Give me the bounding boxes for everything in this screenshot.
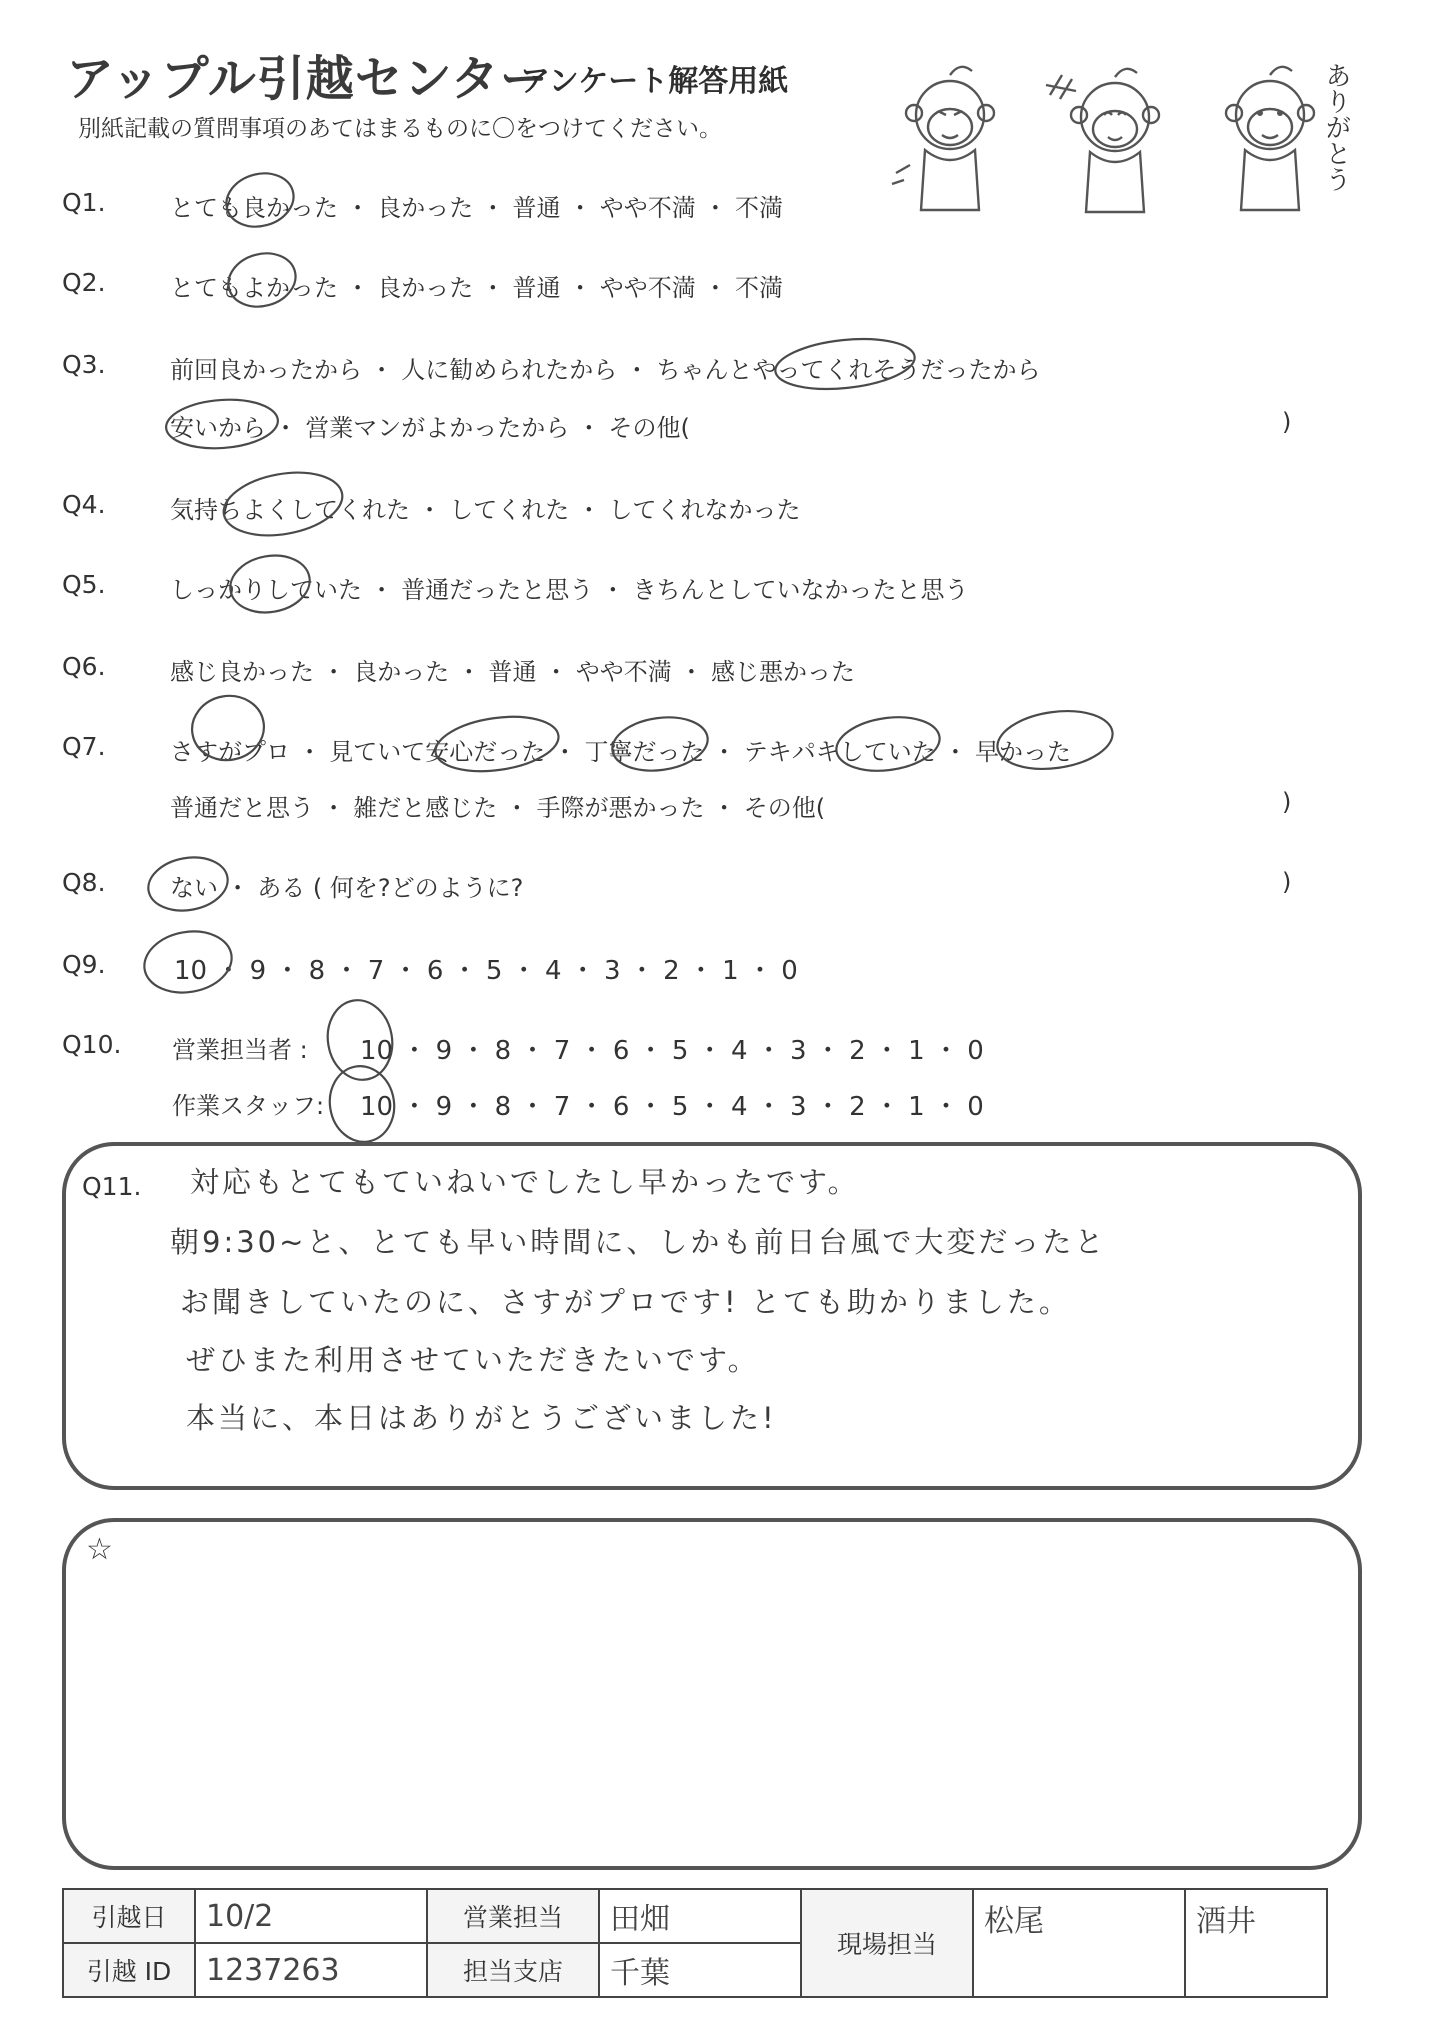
q11-comment-line: 朝9:30~と、とても早い時間に、しかも前日台風で大変だったと — [170, 1225, 1107, 1259]
q9-answer-circle — [139, 925, 236, 999]
q4-options[interactable]: 気持ちよくしてくれた ・ してくれた ・ してくれなかった — [170, 496, 801, 524]
q10-sales-answer-circle — [322, 995, 399, 1085]
question-label: Q11. — [82, 1172, 142, 1201]
closing-paren: ) — [1282, 408, 1292, 436]
question-label: Q1. — [62, 188, 106, 217]
q5-options[interactable]: しっかりしていた ・ 普通だったと思う ・ きちんとしていなかったと思う — [170, 576, 969, 604]
question-label: Q4. — [62, 490, 106, 519]
q7-answer-circle — [432, 710, 562, 779]
q10-sales-label: 営業担当者 : — [172, 1036, 308, 1064]
q3-answer-circle — [164, 396, 279, 452]
question-label: Q6. — [62, 652, 106, 681]
q7-options-line1[interactable]: さすがプロ ・ 見ていて安心だった ・ 丁寧だった ・ テキパキしていた ・ 早かった — [170, 738, 1072, 766]
q2-answer-circle — [222, 246, 301, 314]
q10-staff-answer-circle — [324, 1061, 400, 1147]
q11-comment-line: 本当に、本日はありがとうございました! — [186, 1401, 777, 1435]
q8-answer-circle — [144, 851, 232, 916]
q3-answer-circle — [773, 333, 917, 395]
q10-sales-scale[interactable]: 10 ・ 9 ・ 8 ・ 7 ・ 6 ・ 5 ・ 4 ・ 3 ・ 2 ・ 1 ・ 0 — [360, 1036, 984, 1066]
q1-options[interactable]: とても良かった ・ 良かった ・ 普通 ・ やや不満 ・ 不満 — [170, 194, 784, 222]
site-staff-1-value: 松尾 — [973, 1889, 1185, 1997]
question-label: Q10. — [62, 1030, 122, 1059]
site-staff-label: 現場担当 — [801, 1889, 973, 1997]
question-label: Q9. — [62, 950, 106, 979]
closing-paren: ) — [1282, 868, 1292, 896]
q10-staff-scale[interactable]: 10 ・ 9 ・ 8 ・ 7 ・ 6 ・ 5 ・ 4 ・ 3 ・ 2 ・ 1 ・ 0 — [360, 1092, 984, 1122]
branch-value: 千葉 — [599, 1943, 801, 1997]
q3-options-line1[interactable]: 前回良かったから ・ 人に勧められたから ・ ちゃんとやってくれそうだったから — [170, 356, 1041, 384]
form-title: アンケート解答用紙 — [520, 64, 789, 99]
move-id-label: 引越 ID — [63, 1943, 195, 1997]
question-label: Q8. — [62, 868, 106, 897]
closing-paren: ) — [1282, 788, 1292, 816]
q11-comment-line: ぜひまた利用させていただきたいです。 — [186, 1343, 760, 1377]
question-label: Q2. — [62, 268, 106, 297]
q7-answer-circle — [833, 711, 943, 777]
site-staff-2-value: 酒井 — [1185, 1889, 1327, 1997]
q3-options-line2[interactable]: 安いから ・ 営業マンがよかったから ・ その他( — [170, 414, 690, 442]
question-label: Q5. — [62, 570, 106, 599]
q7-answer-circle — [187, 690, 269, 766]
q7-answer-circle — [609, 712, 711, 777]
question-label: Q7. — [62, 732, 106, 761]
q9-scale[interactable]: 10 ・ 9 ・ 8 ・ 7 ・ 6 ・ 5 ・ 4 ・ 3 ・ 2 ・ 1 ・ 0 — [174, 956, 798, 986]
q4-answer-circle — [219, 464, 348, 544]
q10-staff-label: 作業スタッフ: — [172, 1092, 325, 1120]
free-comment-box — [62, 1518, 1362, 1870]
star-icon: ☆ — [86, 1532, 113, 1567]
q2-options[interactable]: とてもよかった ・ 良かった ・ 普通 ・ やや不満 ・ 不満 — [170, 274, 784, 302]
sales-rep-value: 田畑 — [599, 1889, 801, 1943]
move-id-value: 1237263 — [195, 1943, 427, 1997]
move-date-value: 10/2 — [195, 1889, 427, 1943]
q11-comment-line: 対応もとてもていねいでしたし早かったです。 — [190, 1165, 860, 1199]
q5-answer-circle — [226, 549, 315, 618]
brand-name: アップル引越センター — [66, 51, 549, 107]
mascot-caption: ありがとう — [1321, 62, 1351, 192]
q11-comment-line: お聞きしていたのに、さすがプロです! とても助かりました。 — [180, 1285, 1071, 1319]
branch-label: 担当支店 — [427, 1943, 599, 1997]
q8-options[interactable]: ない ・ ある ( 何を?どのように? — [170, 874, 524, 902]
q1-answer-circle — [220, 166, 299, 234]
q7-answer-circle — [994, 704, 1117, 776]
instructions: 別紙記載の質問事項のあてはまるものに〇をつけてください。 — [78, 116, 722, 142]
question-label: Q3. — [62, 350, 106, 379]
move-date-label: 引越日 — [63, 1889, 195, 1943]
q7-options-line2[interactable]: 普通だと思う ・ 雑だと感じた ・ 手際が悪かった ・ その他( — [170, 794, 826, 822]
staff-info-table — [62, 1888, 1328, 1998]
q6-options[interactable]: 感じ良かった ・ 良かった ・ 普通 ・ やや不満 ・ 感じ悪かった — [170, 658, 856, 686]
sales-rep-label: 営業担当 — [427, 1889, 599, 1943]
